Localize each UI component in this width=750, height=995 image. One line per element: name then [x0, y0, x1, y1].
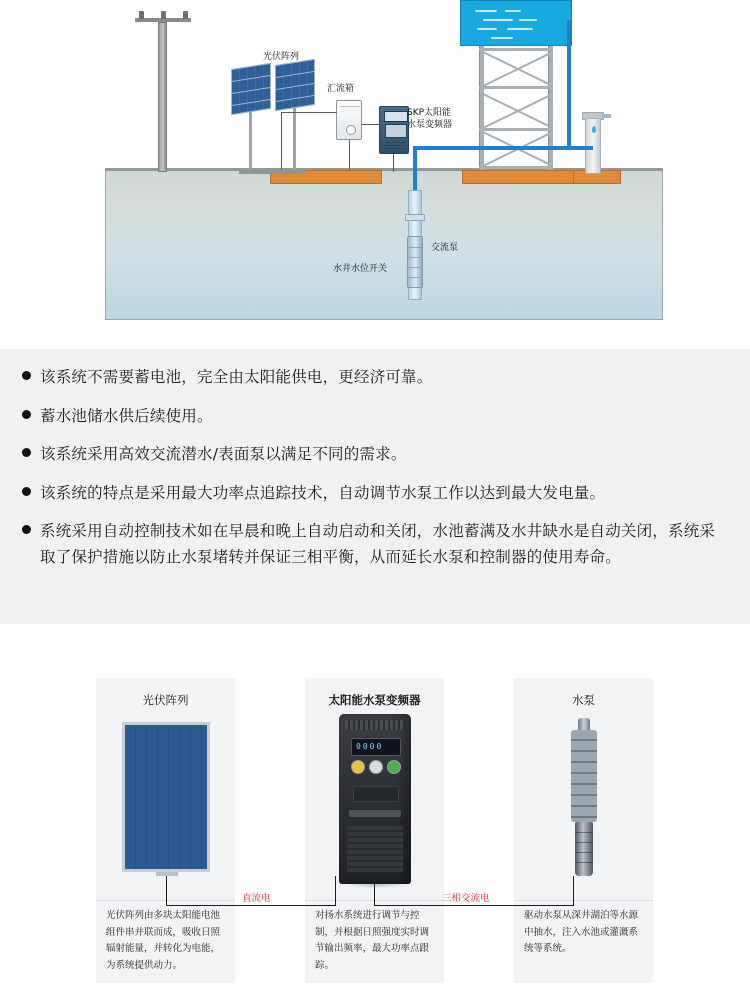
- list-item: [22, 404, 728, 430]
- card-caption: 对扬水系统进行调节与控制，并根据日照强度实时调节输出频率，最大功率点跟踪。: [315, 910, 430, 971]
- label-inverter-line2: 水泵变频器: [407, 120, 453, 130]
- label-pv-array: 光伏阵列: [263, 52, 300, 62]
- bullet-dot-icon: [22, 410, 31, 419]
- bullet-dot-icon: [22, 448, 31, 457]
- card-water-pump: [514, 678, 653, 983]
- pv-panel-right: [275, 59, 315, 111]
- feature-text: 该系统不需要蓄电池，完全由太阳能供电，更经济可靠。: [40, 368, 433, 386]
- ground-cross-section: [105, 168, 663, 320]
- solar-pump-inverter-graphic: [379, 106, 409, 154]
- wire-inverter-down: [393, 154, 394, 172]
- label-dc-power: 直流电: [242, 893, 271, 904]
- bullet-dot-icon: [22, 525, 31, 534]
- pv-mount-base: [239, 170, 305, 174]
- inverter-terminal-strip: [353, 786, 399, 802]
- features-panel: [0, 349, 750, 624]
- list-item: [22, 481, 728, 507]
- inverter-key-stop: [369, 760, 383, 774]
- feature-text: 该系统采用高效交流潜水/表面泵以满足不同的需求。: [40, 445, 407, 464]
- label-inverter-line1: SKP太阳能: [407, 108, 452, 118]
- connector-pv-down: [166, 876, 167, 906]
- pole-insulator-right: [161, 11, 166, 19]
- wire-pv-down: [281, 112, 282, 170]
- inverter-display: [351, 738, 401, 756]
- features-list: [22, 365, 728, 583]
- bullet-dot-icon: [22, 371, 31, 380]
- card-solar-pump-inverter: [305, 678, 444, 983]
- connector-pv-to-inverter: [166, 905, 336, 906]
- pole-insulator-outer: [183, 11, 188, 19]
- component-breakdown-diagram: [0, 645, 750, 995]
- card-divider: [514, 900, 653, 901]
- inverter-shadow: [345, 882, 407, 888]
- feature-text: 蓄水池储水供后续使用。: [40, 406, 213, 425]
- inverter-keypad: [351, 760, 399, 782]
- label-well-level-switch: 水井水位开关: [333, 264, 388, 274]
- feature-text: 该系统的特点是采用最大功率点追踪技术，自动调节水泵工作以达到最大发电量。: [40, 483, 606, 502]
- inverter-lower-vent: [347, 826, 403, 872]
- wire-combiner-to-inverter: [362, 124, 380, 125]
- wire-pv-to-combiner: [281, 112, 337, 113]
- list-item: [22, 519, 728, 570]
- card-caption: 光伏阵列由多块太阳能电池组件串并联而成，吸收日照辐射能量，并转化为电能，为系统提供动力。: [106, 910, 221, 971]
- inverter-key-set: [387, 760, 401, 774]
- connector-inverter-left-up: [335, 876, 336, 906]
- card-pv-array: [96, 678, 235, 983]
- inverter-key-run: [351, 760, 365, 774]
- diagram-scene: [105, 0, 663, 320]
- label-ac-pump: 交流泵: [431, 243, 459, 253]
- pv-mount-leg-right: [293, 108, 296, 172]
- card-title: 太阳能水泵变频器: [328, 693, 421, 707]
- inverter-brand-plate: [349, 810, 401, 817]
- connector-inverter-right-down: [374, 876, 375, 906]
- pv-panel-left: [231, 63, 271, 115]
- card-title: 水泵: [572, 693, 595, 707]
- concrete-pad-center: [462, 170, 577, 184]
- label-combiner-box: 汇流箱: [327, 84, 355, 94]
- connector-pump-up: [573, 876, 574, 906]
- wire-combiner-down: [349, 140, 350, 170]
- card-caption: 驱动水泵从深井湖泊等水源中抽水，注入水池或灌溉系统等系统。: [524, 910, 639, 955]
- feature-text: 系统采用自动控制技术如在早晨和晚上自动启动和关闭，水池蓄满及水井缺水是自动关闭，系统采取了保护措施以防止水泵堵转并保证三相平衡，从而延长水泵和控制器的使用寿命。: [40, 522, 716, 566]
- label-ac-three-phase: 三相交流电: [442, 893, 490, 904]
- pipe-horizontal-main: [413, 146, 593, 150]
- list-item: [22, 442, 728, 468]
- pipe-riser-to-tank: [567, 20, 571, 148]
- pv-array-icon: [122, 722, 210, 872]
- inverter-icon: [339, 714, 411, 884]
- water-tower-structure: [477, 46, 555, 170]
- pv-mount-leg-left: [249, 112, 252, 172]
- submersible-pump-graphic: [407, 236, 423, 288]
- inverter-display-digits: 0000: [356, 742, 384, 751]
- water-tank-graphic: [460, 0, 572, 46]
- combiner-box-graphic: [336, 100, 362, 140]
- faucet-spout: [602, 114, 611, 118]
- water-drop-icon: [592, 126, 596, 133]
- connector-inverter-to-pump: [374, 905, 574, 906]
- well-water-level-switch-graphic: [405, 214, 425, 221]
- system-overview-diagram: [0, 0, 750, 340]
- water-pump-icon: [569, 718, 599, 883]
- bullet-dot-icon: [22, 487, 31, 496]
- utility-pole-mast: [158, 22, 167, 172]
- pole-insulator-left: [139, 11, 144, 19]
- component-cards: [96, 678, 656, 983]
- list-item: [22, 365, 728, 391]
- card-title: 光伏阵列: [142, 693, 189, 707]
- pv-array-graphic: [231, 62, 317, 118]
